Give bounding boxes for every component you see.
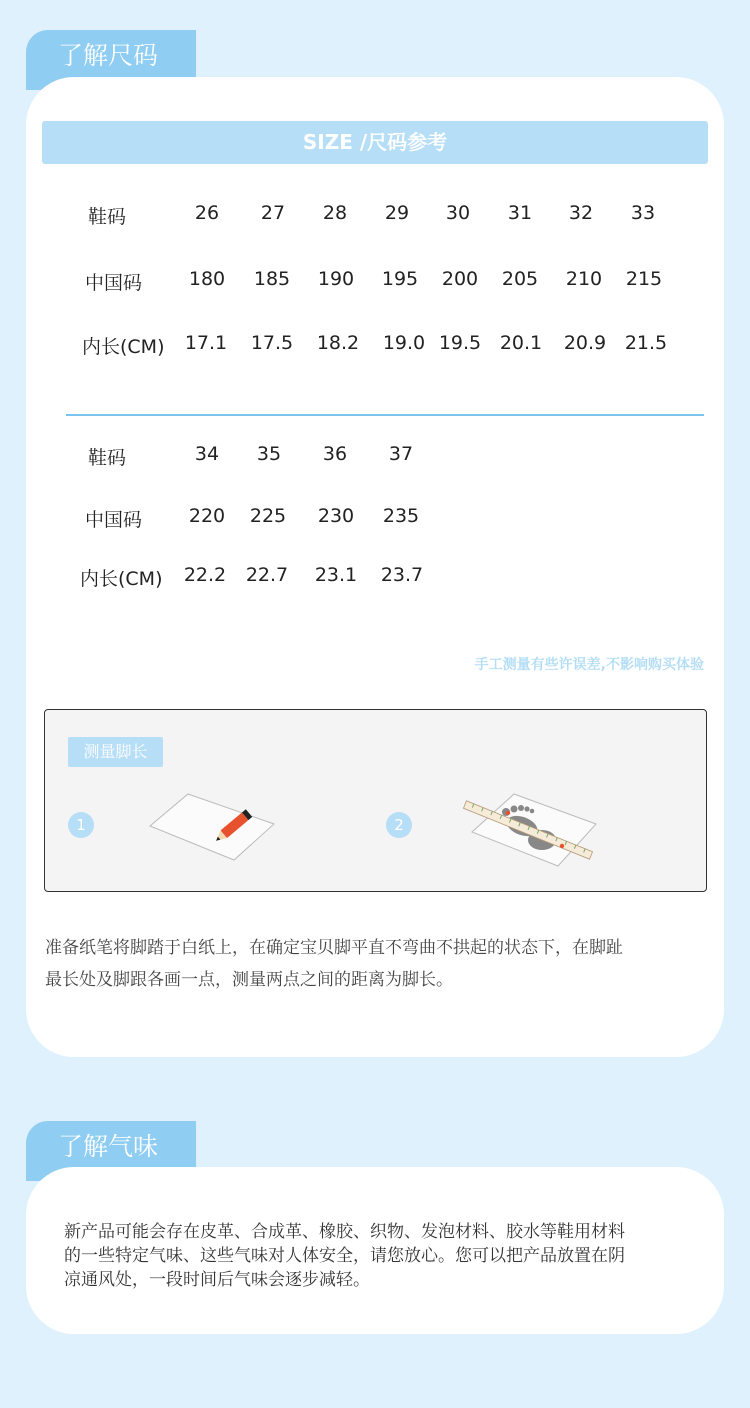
table-cell: 235 xyxy=(382,505,420,527)
table-cell: 19.0 xyxy=(382,332,426,354)
table-cell: 35 xyxy=(256,443,282,465)
row-label-china-size: 中国码 xyxy=(85,272,143,294)
table-cell: 230 xyxy=(317,505,355,527)
row-label-china-size: 中国码 xyxy=(85,509,143,531)
row-label-shoe-size: 鞋码 xyxy=(88,447,127,469)
odor-line: 的一些特定气味、这些气味对人体安全，请您放心。您可以把产品放置在阴 xyxy=(64,1246,625,1266)
table-cell: 20.1 xyxy=(499,332,543,354)
table-cell: 210 xyxy=(565,268,603,290)
table-cell: 195 xyxy=(381,268,419,290)
table-cell: 27 xyxy=(260,202,286,224)
table-cell: 17.1 xyxy=(184,332,228,354)
table-cell: 34 xyxy=(194,443,220,465)
odor-line: 凉通风处，一段时间后气味会逐步减轻。 xyxy=(64,1270,370,1290)
table-cell: 28 xyxy=(322,202,348,224)
table-cell: 17.5 xyxy=(250,332,294,354)
table-cell: 37 xyxy=(388,443,414,465)
table-cell: 31 xyxy=(507,202,533,224)
table-cell: 18.2 xyxy=(316,332,360,354)
table-cell: 22.2 xyxy=(183,564,227,586)
odor-line: 新产品可能会存在皮革、合成革、橡胶、织物、发泡材料、胶水等鞋用材料 xyxy=(64,1222,625,1242)
table-cell: 36 xyxy=(322,443,348,465)
table-cell: 190 xyxy=(317,268,355,290)
table-cell: 21.5 xyxy=(624,332,668,354)
row-label-shoe-size: 鞋码 xyxy=(88,206,127,228)
row-label-inner-length: 内长(CM) xyxy=(80,568,163,590)
instructions-line: 准备纸笔将脚踏于白纸上，在确定宝贝脚平直不弯曲不拱起的状态下，在脚趾 xyxy=(45,938,623,958)
table-cell: 30 xyxy=(445,202,471,224)
table-cell: 220 xyxy=(188,505,226,527)
instructions-line: 最长处及脚跟各画一点，测量两点之间的距离为脚长。 xyxy=(45,970,453,990)
table-cell: 205 xyxy=(501,268,539,290)
table-cell: 19.5 xyxy=(438,332,482,354)
heel-mark-dot xyxy=(560,844,564,848)
table-cell: 180 xyxy=(188,268,226,290)
table-cell: 185 xyxy=(253,268,291,290)
table-cell: 215 xyxy=(625,268,663,290)
step-2-badge: 2 xyxy=(386,812,412,838)
measurement-note: 手工测量有些许误差,不影响购买体验 xyxy=(474,657,704,673)
measure-label: 测量脚长 xyxy=(68,737,163,767)
row-label-inner-length: 内长(CM) xyxy=(82,336,165,358)
odor-section-title: 了解气味 xyxy=(58,1132,159,1161)
footprint-ruler-illustration xyxy=(458,790,598,872)
table-cell: 22.7 xyxy=(245,564,289,586)
step-1-badge: 1 xyxy=(68,812,94,838)
table-cell: 23.1 xyxy=(314,564,358,586)
table-divider xyxy=(66,414,704,416)
size-section-title: 了解尺码 xyxy=(58,41,159,70)
table-cell: 225 xyxy=(249,505,287,527)
paper-pencil-illustration xyxy=(148,790,278,862)
measure-instructions xyxy=(45,932,623,996)
size-header-text: SIZE /尺码参考 xyxy=(302,130,448,154)
odor-description xyxy=(64,1220,625,1292)
table-cell: 26 xyxy=(194,202,220,224)
table-cell: 20.9 xyxy=(563,332,607,354)
table-cell: 200 xyxy=(441,268,479,290)
toe-mark-dot xyxy=(506,811,510,815)
size-header-bar xyxy=(42,121,708,164)
table-cell: 23.7 xyxy=(380,564,424,586)
table-cell: 32 xyxy=(568,202,594,224)
table-cell: 33 xyxy=(630,202,656,224)
table-cell: 29 xyxy=(384,202,410,224)
